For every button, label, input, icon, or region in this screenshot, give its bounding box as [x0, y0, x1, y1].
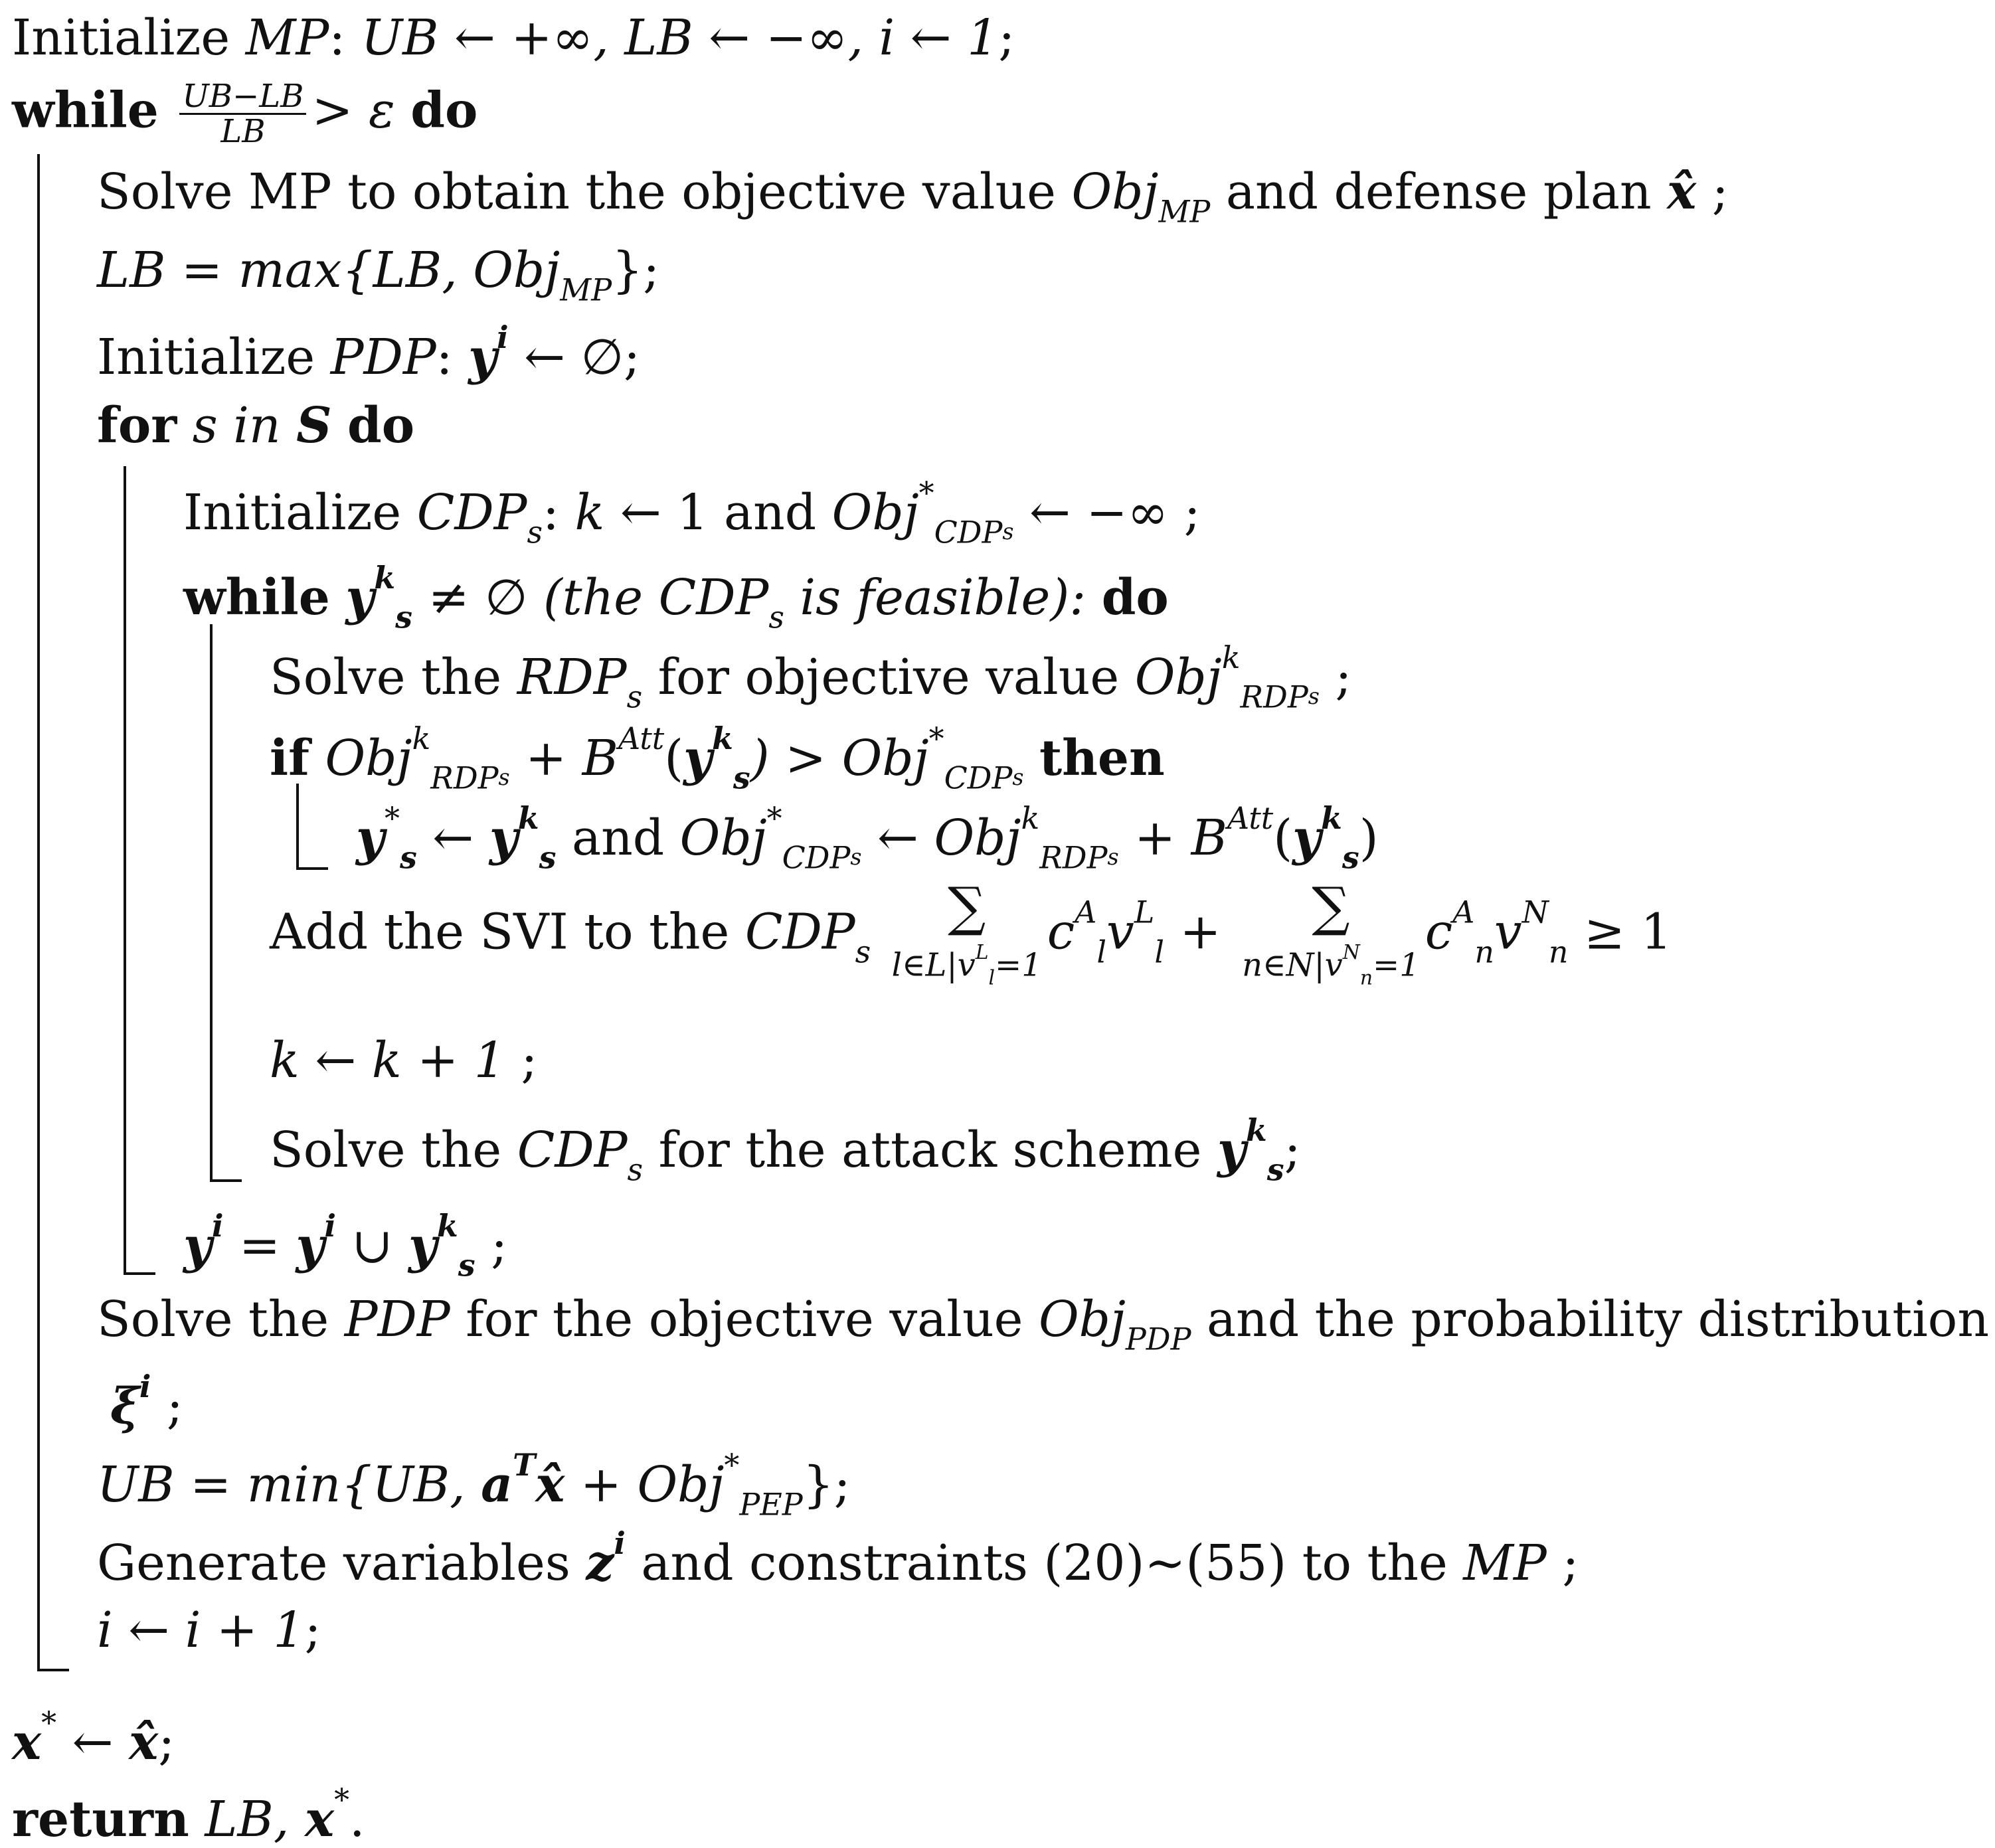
math-subscript: s	[850, 843, 862, 870]
text: ← 1 and	[604, 483, 832, 541]
keyword-while: while	[12, 82, 159, 139]
math-b: + B	[509, 729, 619, 787]
algo-line-inner-while	[183, 560, 1169, 635]
algo-line-return	[12, 1782, 365, 1848]
math-superscript: *	[385, 800, 400, 836]
math-superscript: i	[497, 319, 509, 355]
math-rdp: RDP	[517, 648, 627, 706]
text: Initialize	[183, 483, 417, 541]
math-subscript: CDP	[944, 760, 1013, 796]
math-y: y	[408, 1217, 437, 1274]
math-c: c	[1425, 903, 1453, 961]
math-v: v	[1106, 903, 1134, 961]
math-superscript: N	[1342, 941, 1360, 964]
math-x: x	[12, 1713, 42, 1771]
for-block-bar	[124, 466, 126, 1275]
math-superscript: *	[334, 1782, 349, 1817]
math-subscript: RDP	[1240, 679, 1308, 715]
math-subscript: s	[627, 1151, 644, 1188]
math-subscript: s	[1002, 518, 1014, 545]
math-superscript: Att	[1227, 800, 1274, 836]
if-block-bar	[296, 784, 299, 870]
math-y: y	[468, 328, 497, 386]
math-superscript: k	[1221, 639, 1241, 675]
sum-limit	[892, 943, 1042, 988]
text: and	[556, 809, 680, 867]
keyword-then: then	[1039, 729, 1165, 787]
math-y: y	[683, 729, 713, 787]
math-subscript: l	[1154, 934, 1164, 970]
math-subscript: s	[395, 599, 412, 635]
math-obj: Obj	[679, 809, 767, 867]
math-condition: is feasible):	[784, 568, 1086, 626]
text: ;	[1319, 648, 1352, 706]
text: for objective value	[642, 648, 1135, 706]
math-subscript: s	[733, 760, 750, 796]
math-superscript: i	[324, 1208, 336, 1244]
text: ;	[1546, 1534, 1579, 1592]
keyword-do: do	[1101, 568, 1169, 626]
text: ;	[475, 1217, 508, 1274]
text: (	[664, 729, 684, 787]
text: ← ∅;	[508, 328, 640, 386]
math-obj: Obj	[1134, 648, 1222, 706]
math-y: y	[356, 809, 385, 867]
math-lb-update: LB = max{LB, Obj	[97, 242, 561, 299]
text: for the attack scheme	[643, 1121, 1217, 1179]
algo-line-solve-mp	[97, 163, 1729, 230]
math-subscript: l	[1096, 934, 1107, 970]
math-set-s: S	[296, 397, 332, 454]
math-superscript: k	[437, 1208, 458, 1244]
inner-while-block-bar	[210, 624, 213, 1182]
math-superscript: A	[1452, 894, 1475, 930]
text: .	[349, 1790, 365, 1848]
math-xi: ξ	[110, 1377, 139, 1435]
text: ←	[56, 1713, 130, 1771]
math-mp: MP	[1463, 1534, 1547, 1592]
keyword-while: while	[183, 568, 330, 626]
algo-line-initialize-mp	[12, 9, 1015, 66]
math-obj: ← Obj	[861, 809, 1021, 867]
algo-line-update-ub	[97, 1447, 851, 1523]
math-superscript: *	[918, 475, 934, 511]
text: };	[802, 1456, 851, 1513]
math-subscript: s	[458, 1247, 476, 1284]
text: ← −∞ ;	[1013, 483, 1201, 541]
algo-line-outer-while	[12, 80, 477, 149]
sum-limit	[1242, 943, 1420, 988]
math-y: y	[1217, 1121, 1246, 1179]
math-subscript: PDP	[1125, 1321, 1191, 1357]
math-subscript: n	[1548, 934, 1569, 970]
fraction-numerator: UB−LB	[179, 80, 306, 115]
math-x-hat: x̂	[1667, 163, 1697, 220]
math-subscript: l	[988, 966, 995, 990]
text: ;	[998, 9, 1015, 66]
text: for the objective value	[450, 1291, 1039, 1348]
math-cdp: CDP	[416, 483, 527, 541]
math-superscript: k	[1246, 1112, 1267, 1148]
text: )	[1359, 809, 1379, 867]
algo-line-initialize-pdp	[97, 319, 640, 386]
text: ;	[505, 1032, 538, 1089]
math-subscript: s	[527, 514, 543, 550]
math-a: a	[481, 1456, 513, 1513]
math-subscript: s	[626, 679, 643, 715]
math-subscript: s	[498, 764, 510, 790]
math-subscript: MP	[1158, 193, 1211, 230]
text: };	[612, 242, 660, 299]
algo-line-assign-x	[12, 1705, 175, 1771]
math-obj: Obj	[831, 483, 919, 541]
math-x-hat: x̂	[129, 1713, 159, 1771]
outer-while-block-bar	[37, 154, 40, 1671]
math-y: y	[296, 1217, 325, 1274]
if-block-end	[296, 867, 328, 870]
math-subscript: PEP	[739, 1486, 803, 1523]
text: ←	[416, 809, 489, 867]
math-subscript: RDP	[430, 760, 499, 796]
text: ≠ ∅	[412, 568, 544, 626]
math-superscript: T	[513, 1447, 536, 1483]
sum-over-lines	[891, 876, 1042, 990]
keyword-return: return	[12, 1790, 189, 1848]
sum-over-nodes	[1242, 876, 1420, 990]
math-y: y	[489, 809, 518, 867]
text: :	[543, 483, 575, 541]
math-subscript: MP	[560, 272, 612, 308]
algo-line-if	[270, 720, 1165, 796]
math-mp: MP	[245, 9, 329, 66]
math-subscript: s	[1012, 764, 1024, 790]
math-subscript: s	[1342, 839, 1359, 876]
text: Add the SVI to the	[270, 903, 745, 961]
math-superscript: L	[1134, 894, 1155, 930]
text: Solve the	[270, 648, 517, 706]
sum-symbol: ∑	[1312, 876, 1350, 938]
algo-line-initialize-cdp	[183, 475, 1201, 550]
algo-line-increment-k	[270, 1032, 538, 1089]
math-subscript: RDP	[1039, 839, 1108, 876]
text: Solve MP to obtain the objective value	[97, 163, 1072, 220]
text: and defense plan	[1210, 163, 1668, 220]
math-superscript: *	[41, 1705, 57, 1740]
text: and the probability distribution	[1191, 1291, 1989, 1348]
text: +	[1164, 903, 1237, 961]
sum-symbol: ∑	[948, 876, 986, 938]
fraction-denominator: LB	[220, 113, 266, 151]
math-x: x	[304, 1790, 335, 1848]
math-subscript: s	[399, 839, 417, 876]
math-subscript: s	[1107, 843, 1119, 870]
math-superscript: k	[1021, 800, 1040, 836]
algo-line-update-lb	[97, 242, 660, 308]
math-init-bounds: UB ← +∞, LB ← −∞, i ← 1	[361, 9, 999, 66]
text: ≥ 1	[1568, 903, 1672, 961]
math-k-increment: k ← k + 1	[270, 1032, 505, 1089]
keyword-if: if	[270, 729, 309, 787]
math-cdp: CDP	[517, 1121, 628, 1179]
math-i-increment: i ← i + 1	[97, 1602, 305, 1659]
math-subscript: n	[1474, 934, 1494, 970]
math-pdp: PDP	[330, 328, 436, 386]
math-z: z	[586, 1534, 614, 1592]
math-y: y	[345, 568, 375, 626]
math-y: y	[183, 1217, 212, 1274]
text: ;	[304, 1602, 321, 1659]
math-obj: Obj	[325, 729, 412, 787]
text: :	[436, 328, 469, 386]
math-superscript: k	[517, 800, 539, 836]
algo-line-add-svi	[270, 876, 1672, 990]
text: ;	[1284, 1121, 1301, 1179]
algo-line-solve-rdp	[270, 639, 1352, 715]
math-b: + B	[1118, 809, 1227, 867]
text: Solve the	[97, 1291, 345, 1348]
for-block-end	[124, 1272, 155, 1275]
text: l∈L|v	[891, 946, 976, 984]
math-obj: Obj	[1038, 1291, 1126, 1348]
text: =1	[994, 946, 1042, 984]
math-superscript: *	[766, 800, 782, 836]
algo-line-solve-pdp	[97, 1291, 1989, 1357]
keyword-for: for	[97, 397, 177, 454]
algo-line-xi	[110, 1369, 183, 1435]
math-c: c	[1047, 903, 1075, 961]
text: n∈N|v	[1242, 946, 1343, 984]
gap-fraction	[179, 80, 306, 149]
math-superscript: *	[724, 1447, 740, 1483]
math-subscript: s	[855, 934, 871, 970]
math-v: v	[1494, 903, 1522, 961]
algo-line-generate	[97, 1525, 1579, 1592]
text: :	[329, 9, 361, 66]
text: ;	[158, 1713, 175, 1771]
math-compare: ) > Obj	[750, 729, 929, 787]
math-cdp: CDP	[744, 903, 855, 961]
text: =	[223, 1217, 296, 1274]
math-obj: Obj	[1071, 163, 1159, 220]
math-superscript: i	[614, 1525, 626, 1561]
math-x-hat: x̂	[535, 1456, 565, 1513]
math-y: y	[1292, 809, 1322, 867]
math-superscript: k	[712, 720, 733, 756]
math-pdp: PDP	[344, 1291, 450, 1348]
keyword-do: do	[347, 397, 415, 454]
text: Solve the	[270, 1121, 517, 1179]
algo-line-solve-cdp	[270, 1112, 1301, 1188]
algo-line-union	[183, 1208, 508, 1284]
math-k: k	[574, 483, 605, 541]
math-subscript: s	[1266, 1151, 1284, 1188]
algo-line-update-incumbent	[356, 800, 1379, 876]
inner-while-block-end	[210, 1179, 242, 1182]
math-condition: (the CDP	[543, 568, 769, 626]
text: Initialize	[97, 328, 331, 386]
text: (	[1273, 809, 1293, 867]
text: and constraints (20)∼(55) to the	[625, 1534, 1464, 1592]
math-superscript: k	[374, 560, 396, 596]
math-subscript: s	[1308, 683, 1320, 709]
math-subscript: s	[539, 839, 557, 876]
math-subscript: CDP	[934, 514, 1003, 550]
text: ;	[151, 1377, 183, 1435]
math-superscript: N	[1521, 894, 1549, 930]
algo-line-increment-i	[97, 1602, 321, 1659]
text: =1	[1373, 946, 1420, 984]
text: Generate variables	[97, 1534, 586, 1592]
math-ub-update: UB = min{UB,	[97, 1456, 481, 1513]
math-lb: LB,	[189, 1790, 305, 1848]
algo-line-for	[97, 397, 415, 454]
math-s-in: s in	[177, 397, 297, 454]
math-superscript: k	[1321, 800, 1342, 836]
outer-while-block-end	[37, 1669, 69, 1671]
math-superscript: L	[975, 941, 989, 964]
math-obj: + Obj	[564, 1456, 725, 1513]
text: ;	[1696, 163, 1729, 220]
math-superscript: i	[212, 1208, 224, 1244]
text: ∪	[335, 1217, 408, 1274]
math-superscript: k	[412, 720, 431, 756]
math-subscript: n	[1359, 966, 1373, 990]
math-superscript: Att	[618, 720, 665, 756]
text: Initialize	[12, 9, 246, 66]
math-subscript: s	[768, 599, 784, 635]
math-subscript: CDP	[782, 839, 851, 876]
math-epsilon-condition: > ε	[311, 82, 395, 139]
keyword-do: do	[410, 82, 478, 139]
math-superscript: *	[928, 720, 944, 756]
math-superscript: A	[1075, 894, 1097, 930]
math-superscript: i	[139, 1369, 151, 1404]
